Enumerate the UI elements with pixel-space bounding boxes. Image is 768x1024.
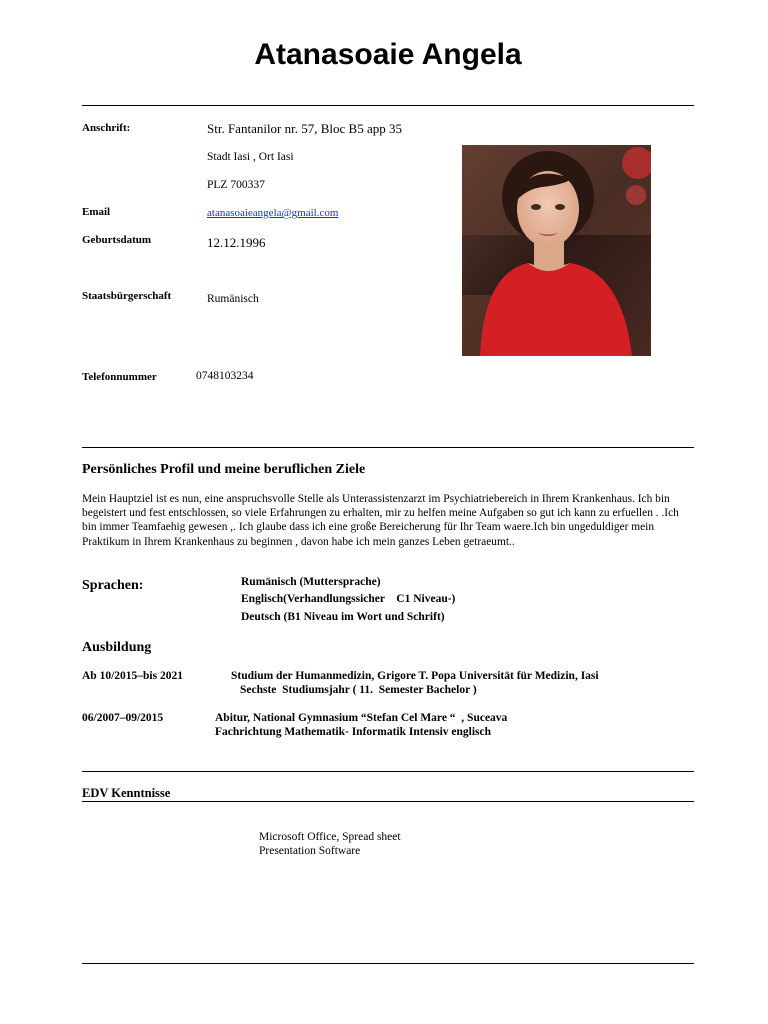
education-period: Ab 10/2015–bis 2021 (82, 670, 183, 682)
education-title: Studium der Humanmedizin, Grigore T. Popa Universität für Medizin, Iasi (231, 670, 599, 682)
page-title: Atanasoaie Angela (254, 38, 522, 71)
divider (82, 963, 694, 964)
divider (82, 801, 694, 802)
language-item: Deutsch (B1 Niveau im Wort und Schrift) (241, 611, 445, 623)
email-link[interactable]: atanasoaieangela@gmail.com (207, 207, 339, 219)
language-item: Englisch(Verhandlungssicher C1 Niveau-) (241, 593, 456, 605)
phone-value: 0748103234 (196, 370, 254, 382)
citizenship-value: Rumänisch (207, 293, 259, 305)
education-detail: Sechste Studiumsjahr ( 11. Semester Bachelor ) (240, 684, 477, 696)
it-skill-item: Microsoft Office, Spread sheet (259, 831, 401, 843)
profile-text: Mein Hauptziel ist es nun, eine anspruchsvolle Stelle als Unterassistenzarzt im Psychiatriebereich in Ihrem Krankenhaus. Ich bin begeistert und fest entschlossen, so viele Erfahrungen zu erhalten, mir zu helfen meine Aufgaben so gut ich kann zu erfuellen . .Ich bin immer Teamfaehig gewesen ,. Ich glaube dass ich eine große Bereicherung für Ihr Team waere.Ich bin ungeduldiger mein Praktikum in Ihrem Krankenhaus zu beginnen , davon habe ich mein ganzes Leben getraeumt.. (82, 493, 679, 548)
divider (82, 105, 694, 106)
citizenship-label: Staatsbürgerschaft (82, 290, 172, 302)
it-skill-item: Presentation Software (259, 845, 361, 857)
birthdate-value: 12.12.1996 (207, 235, 266, 250)
address-line-2: Stadt Iasi , Ort Iasi (207, 151, 294, 163)
birthdate-label: Geburtsdatum (82, 234, 152, 246)
divider (82, 447, 694, 448)
address-line-3: PLZ 700337 (207, 179, 265, 191)
it-skills-heading: EDV Kenntnisse (82, 786, 171, 800)
languages-heading: Sprachen: (82, 578, 144, 593)
education-heading: Ausbildung (82, 640, 152, 655)
education-detail: Fachrichtung Mathematik- Informatik Intensiv englisch (215, 726, 491, 738)
address-label: Anschrift: (82, 122, 131, 134)
email-label: Email (82, 206, 111, 218)
divider (82, 771, 694, 772)
phone-label: Telefonnummer (82, 371, 157, 383)
address-line-1: Str. Fantanilor nr. 57, Bloc B5 app 35 (207, 121, 402, 136)
education-period: 06/2007–09/2015 (82, 712, 164, 724)
language-item: Rumänisch (Muttersprache) (241, 576, 381, 588)
education-title: Abitur, National Gymnasium “Stefan Cel Mare “ , Suceava (215, 712, 508, 724)
profile-heading: Persönliches Profil und meine beruflichen Ziele (82, 462, 366, 477)
profile-photo (462, 145, 651, 356)
